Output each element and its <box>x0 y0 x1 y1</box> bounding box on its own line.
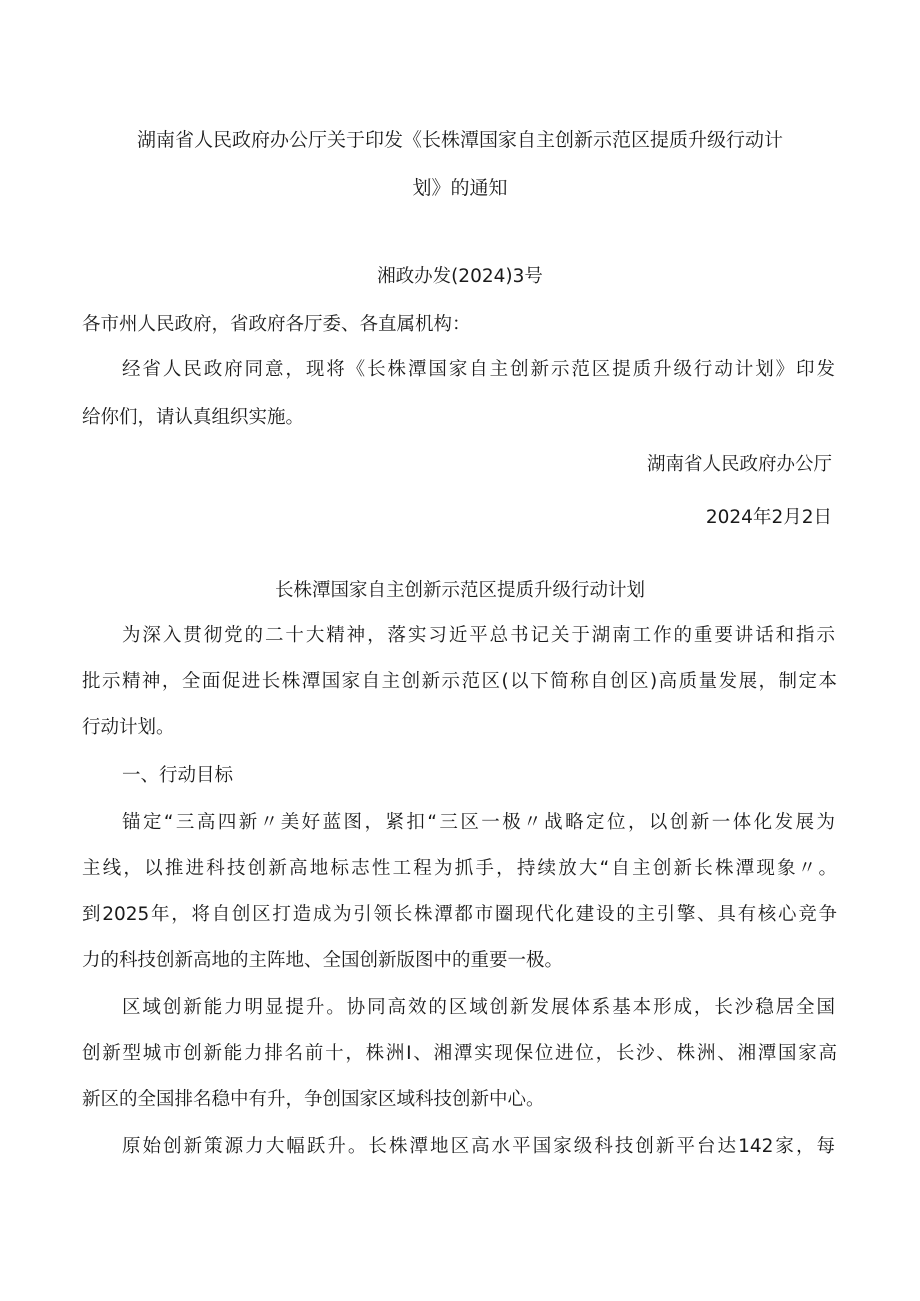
document-title-line-2: 划》的通知 <box>412 177 508 199</box>
region-paragraph-line: 区域创新能力明显提升。协同高效的区域创新发展体系基本形成，长沙稳居全国 <box>122 997 835 1018</box>
intro-paragraph-line: 批示精神，全面促进长株潭国家自主创新示范区(以下简称自创区)高质量发展，制定本 <box>82 671 837 692</box>
notice-paragraph-line: 经省人民政府同意，现将《长株潭国家自主创新示范区提质升级行动计划》印发 <box>122 359 835 380</box>
notice-paragraph-line: 给你们，请认真组织实施。 <box>82 407 305 428</box>
issuer-signature: 湖南省人民政府办公厅 <box>646 454 832 475</box>
goal-paragraph-line: 力的科技创新高地的主阵地、全国创新版图中的重要一极。 <box>82 950 564 971</box>
addressee: 各市州人民政府，省政府各厅委、各直属机构： <box>82 314 471 335</box>
document-number: 湘政办发(2024)3号 <box>377 266 543 287</box>
issue-date: 2024年2月2日 <box>705 507 832 528</box>
goal-paragraph-line: 主线，以推进科技创新高地标志性工程为抓手，持续放大“自主创新长株潭现象〃。 <box>82 858 837 879</box>
section-heading: 一、行动目标 <box>122 765 234 786</box>
region-paragraph-line: 新区的全国排名稳中有升，争创国家区域科技创新中心。 <box>82 1089 545 1110</box>
origin-paragraph-line: 原始创新策源力大幅跃升。长株潭地区高水平国家级科技创新平台达142家，每 <box>122 1136 835 1157</box>
goal-paragraph-line: 到2025年，将自创区打造成为引领长株潭都市圈现代化建设的主引擎、具有核心竞争 <box>82 904 837 925</box>
intro-paragraph-line: 行动计划。 <box>82 717 175 738</box>
plan-title: 长株潭国家自主创新示范区提质升级行动计划 <box>274 580 645 601</box>
region-paragraph-line: 创新型城市创新能力排名前十，株洲I、湘潭实现保位进位，长沙、株洲、湘潭国家高 <box>82 1043 837 1064</box>
intro-paragraph-line: 为深入贯彻党的二十大精神，落实习近平总书记关于湖南工作的重要讲话和指示 <box>122 625 835 646</box>
document-title-line-1: 湖南省人民政府办公厅关于印发《长株潭国家自主创新示范区提质升级行动计 <box>136 129 783 151</box>
goal-paragraph-line: 锚定“三高四新〃美好蓝图，紧扣“三区一极〃战略定位，以创新一体化发展为 <box>122 812 835 833</box>
